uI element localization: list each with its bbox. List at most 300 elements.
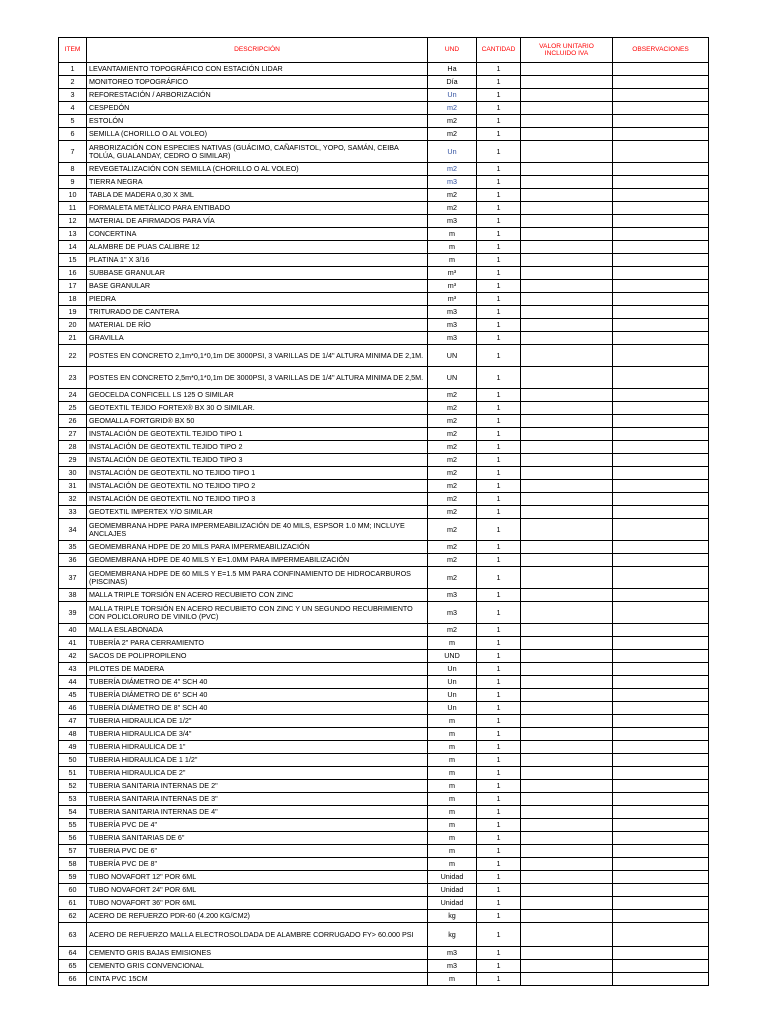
table-row: [59, 960, 709, 973]
unit-cell: Un: [428, 663, 477, 676]
unit-value-cell[interactable]: [521, 637, 613, 650]
unit-cell: m2: [428, 624, 477, 637]
quantity-cell: 1: [477, 845, 521, 858]
item-cell: 49: [59, 741, 87, 754]
observations-cell[interactable]: [613, 163, 709, 176]
observations-cell[interactable]: [613, 415, 709, 428]
table-row: [59, 650, 709, 663]
description-cell: TUBERIA PVC DE 6": [87, 845, 428, 858]
observations-cell[interactable]: [613, 973, 709, 986]
item-cell: 33: [59, 506, 87, 519]
table-row: [59, 871, 709, 884]
observations-cell[interactable]: [613, 589, 709, 602]
unit-value-cell[interactable]: [521, 141, 613, 163]
observations-cell[interactable]: [613, 76, 709, 89]
unit-value-cell[interactable]: [521, 63, 613, 76]
item-cell: 18: [59, 293, 87, 306]
unit-cell: m: [428, 973, 477, 986]
unit-value-cell[interactable]: [521, 806, 613, 819]
unit-value-cell[interactable]: [521, 650, 613, 663]
unit-cell: m: [428, 806, 477, 819]
unit-value-cell[interactable]: [521, 689, 613, 702]
description-cell: TUBERÍA PVC DE 4": [87, 819, 428, 832]
unit-value-cell[interactable]: [521, 541, 613, 554]
observations-cell[interactable]: [613, 819, 709, 832]
unit-value-cell[interactable]: [521, 519, 613, 541]
table-row: [59, 467, 709, 480]
observations-cell[interactable]: [613, 306, 709, 319]
observations-cell[interactable]: [613, 871, 709, 884]
observations-cell[interactable]: [613, 663, 709, 676]
quantity-cell: 1: [477, 871, 521, 884]
item-cell: 46: [59, 702, 87, 715]
unit-value-cell[interactable]: [521, 389, 613, 402]
unit-value-cell[interactable]: [521, 715, 613, 728]
unit-value-cell[interactable]: [521, 663, 613, 676]
quantity-cell: 1: [477, 728, 521, 741]
observations-cell[interactable]: [613, 624, 709, 637]
unit-value-cell[interactable]: [521, 102, 613, 115]
unit-value-cell[interactable]: [521, 602, 613, 624]
unit-value-cell[interactable]: [521, 858, 613, 871]
observations-cell[interactable]: [613, 241, 709, 254]
description-cell: CESPEDÓN: [87, 102, 428, 115]
unit-value-cell[interactable]: [521, 897, 613, 910]
unit-value-cell[interactable]: [521, 176, 613, 189]
item-cell: 26: [59, 415, 87, 428]
observations-cell[interactable]: [613, 602, 709, 624]
table-row: [59, 163, 709, 176]
unit-cell: m2: [428, 115, 477, 128]
observations-cell[interactable]: [613, 676, 709, 689]
table-row: [59, 454, 709, 467]
unit-value-cell[interactable]: [521, 741, 613, 754]
item-cell: 5: [59, 115, 87, 128]
quantity-cell: 1: [477, 241, 521, 254]
description-cell: GEOCELDA CONFICELL LS 125 O SIMILAR: [87, 389, 428, 402]
observations-cell[interactable]: [613, 541, 709, 554]
observations-cell[interactable]: [613, 845, 709, 858]
item-cell: 13: [59, 228, 87, 241]
unit-value-cell[interactable]: [521, 367, 613, 389]
item-cell: 51: [59, 767, 87, 780]
unit-value-cell[interactable]: [521, 960, 613, 973]
observations-cell[interactable]: [613, 228, 709, 241]
unit-value-cell[interactable]: [521, 76, 613, 89]
item-cell: 21: [59, 332, 87, 345]
header-item: ITEM: [59, 38, 87, 63]
description-cell: GEOMALLA FORTGRID® BX 50: [87, 415, 428, 428]
table-row: [59, 793, 709, 806]
unit-value-cell[interactable]: [521, 128, 613, 141]
unit-value-cell[interactable]: [521, 280, 613, 293]
description-cell: MATERIAL DE AFIRMADOS PARA VÍA: [87, 215, 428, 228]
item-cell: 58: [59, 858, 87, 871]
table-row: [59, 715, 709, 728]
item-cell: 41: [59, 637, 87, 650]
description-cell: SUBBASE GRANULAR: [87, 267, 428, 280]
unit-cell: m2: [428, 389, 477, 402]
observations-cell[interactable]: [613, 89, 709, 102]
unit-value-cell[interactable]: [521, 254, 613, 267]
observations-cell[interactable]: [613, 267, 709, 280]
observations-cell[interactable]: [613, 141, 709, 163]
observations-cell[interactable]: [613, 280, 709, 293]
observations-cell[interactable]: [613, 441, 709, 454]
observations-cell[interactable]: [613, 63, 709, 76]
description-cell: GEOTEXTIL IMPERTEX Y/O SIMILAR: [87, 506, 428, 519]
unit-cell: UND: [428, 650, 477, 663]
item-cell: 36: [59, 554, 87, 567]
table-row: [59, 441, 709, 454]
unit-value-cell[interactable]: [521, 923, 613, 947]
unit-value-cell[interactable]: [521, 293, 613, 306]
unit-value-cell[interactable]: [521, 241, 613, 254]
item-cell: 4: [59, 102, 87, 115]
table-row: [59, 415, 709, 428]
unit-value-cell[interactable]: [521, 832, 613, 845]
unit-value-cell[interactable]: [521, 89, 613, 102]
quantity-cell: 1: [477, 415, 521, 428]
observations-cell[interactable]: [613, 293, 709, 306]
unit-value-cell[interactable]: [521, 306, 613, 319]
quantity-cell: 1: [477, 819, 521, 832]
item-cell: 20: [59, 319, 87, 332]
description-cell: CINTA PVC 15CM: [87, 973, 428, 986]
unit-value-cell[interactable]: [521, 871, 613, 884]
item-cell: 16: [59, 267, 87, 280]
unit-value-cell[interactable]: [521, 267, 613, 280]
unit-value-cell[interactable]: [521, 202, 613, 215]
unit-cell: m3: [428, 602, 477, 624]
quantity-cell: 1: [477, 793, 521, 806]
description-cell: ARBORIZACIÓN CON ESPECIES NATIVAS (GUÁCIMO, CAÑAFISTOL, YOPO, SAMÁN, CEIBA TOLÚA, GUALANDAY, CEDRO O SIMILAR): [87, 141, 428, 163]
unit-cell: Ha: [428, 63, 477, 76]
header-row: [59, 38, 709, 63]
unit-value-cell[interactable]: [521, 947, 613, 960]
observations-cell[interactable]: [613, 367, 709, 389]
description-cell: INSTALACIÓN DE GEOTEXTIL TEJIDO TIPO 1: [87, 428, 428, 441]
quantity-cell: 1: [477, 567, 521, 589]
observations-cell[interactable]: [613, 637, 709, 650]
unit-value-cell[interactable]: [521, 215, 613, 228]
quantity-cell: 1: [477, 767, 521, 780]
item-cell: 35: [59, 541, 87, 554]
quantity-cell: 1: [477, 493, 521, 506]
observations-cell[interactable]: [613, 332, 709, 345]
observations-cell[interactable]: [613, 793, 709, 806]
observations-cell[interactable]: [613, 767, 709, 780]
unit-cell: Unidad: [428, 871, 477, 884]
table-row: [59, 202, 709, 215]
description-cell: TIERRA NEGRA: [87, 176, 428, 189]
observations-cell[interactable]: [613, 741, 709, 754]
table-row: [59, 541, 709, 554]
observations-cell[interactable]: [613, 858, 709, 871]
observations-cell[interactable]: [613, 176, 709, 189]
unit-value-cell[interactable]: [521, 454, 613, 467]
unit-value-cell[interactable]: [521, 428, 613, 441]
observations-cell[interactable]: [613, 960, 709, 973]
unit-value-cell[interactable]: [521, 728, 613, 741]
quantity-cell: 1: [477, 102, 521, 115]
observations-cell[interactable]: [613, 115, 709, 128]
quantity-cell: 1: [477, 76, 521, 89]
unit-value-cell[interactable]: [521, 884, 613, 897]
unit-cell: m2: [428, 441, 477, 454]
unit-value-cell[interactable]: [521, 228, 613, 241]
observations-cell[interactable]: [613, 947, 709, 960]
table-row: [59, 567, 709, 589]
observations-cell[interactable]: [613, 467, 709, 480]
observations-cell[interactable]: [613, 728, 709, 741]
unit-value-cell[interactable]: [521, 506, 613, 519]
description-cell: TUBO NOVAFORT 12" POR 6ML: [87, 871, 428, 884]
item-cell: 3: [59, 89, 87, 102]
observations-cell[interactable]: [613, 832, 709, 845]
observations-cell[interactable]: [613, 650, 709, 663]
table-row: [59, 624, 709, 637]
quantity-cell: 1: [477, 306, 521, 319]
unit-value-cell[interactable]: [521, 702, 613, 715]
observations-cell[interactable]: [613, 806, 709, 819]
table-row: [59, 389, 709, 402]
unit-value-cell[interactable]: [521, 163, 613, 176]
item-cell: 24: [59, 389, 87, 402]
description-cell: INSTALACIÓN DE GEOTEXTIL NO TEJIDO TIPO 3: [87, 493, 428, 506]
description-cell: TUBERIA HIDRAULICA DE 1/2": [87, 715, 428, 728]
item-cell: 63: [59, 923, 87, 947]
observations-cell[interactable]: [613, 506, 709, 519]
unit-cell: m2: [428, 189, 477, 202]
description-cell: MONITOREO TOPOGRÁFICO: [87, 76, 428, 89]
quantity-cell: 1: [477, 176, 521, 189]
unit-value-cell[interactable]: [521, 554, 613, 567]
item-cell: 28: [59, 441, 87, 454]
observations-cell[interactable]: [613, 345, 709, 367]
observations-cell[interactable]: [613, 215, 709, 228]
table-row: [59, 702, 709, 715]
quantity-cell: 1: [477, 367, 521, 389]
quantity-cell: 1: [477, 715, 521, 728]
unit-cell: UN: [428, 345, 477, 367]
quantity-cell: 1: [477, 780, 521, 793]
description-cell: TUBERIA HIDRAULICA DE 2": [87, 767, 428, 780]
unit-value-cell[interactable]: [521, 189, 613, 202]
observations-cell[interactable]: [613, 567, 709, 589]
description-cell: TUBO NOVAFORT 36" POR 6ML: [87, 897, 428, 910]
observations-cell[interactable]: [613, 897, 709, 910]
unit-value-cell[interactable]: [521, 767, 613, 780]
header-observaciones: OBSERVACIONES: [613, 38, 709, 63]
table-row: [59, 519, 709, 541]
description-cell: REVEGETALIZACIÓN CON SEMILLA (CHORILLO O AL VOLEO): [87, 163, 428, 176]
unit-value-cell[interactable]: [521, 493, 613, 506]
table-row: [59, 128, 709, 141]
unit-cell: m2: [428, 554, 477, 567]
unit-cell: m3: [428, 319, 477, 332]
quantity-cell: 1: [477, 467, 521, 480]
unit-cell: Un: [428, 702, 477, 715]
quantity-cell: 1: [477, 389, 521, 402]
unit-value-cell[interactable]: [521, 793, 613, 806]
table-row: [59, 345, 709, 367]
description-cell: TUBERÍA PVC DE 8": [87, 858, 428, 871]
unit-cell: m: [428, 728, 477, 741]
unit-value-cell[interactable]: [521, 415, 613, 428]
table-row: [59, 306, 709, 319]
observations-cell[interactable]: [613, 189, 709, 202]
item-cell: 50: [59, 754, 87, 767]
item-cell: 43: [59, 663, 87, 676]
description-cell: TUBERIA SANITARIA INTERNAS DE 3": [87, 793, 428, 806]
observations-cell[interactable]: [613, 702, 709, 715]
unit-cell: m2: [428, 467, 477, 480]
observations-cell[interactable]: [613, 884, 709, 897]
description-cell: GEOMEMBRANA HDPE DE 40 MILS Y E=1.0MM PARA IMPERMEABILIZACIÓN: [87, 554, 428, 567]
unit-value-cell[interactable]: [521, 589, 613, 602]
unit-value-cell[interactable]: [521, 819, 613, 832]
observations-cell[interactable]: [613, 202, 709, 215]
unit-value-cell[interactable]: [521, 319, 613, 332]
unit-cell: m3: [428, 215, 477, 228]
unit-cell: m³: [428, 267, 477, 280]
unit-value-cell[interactable]: [521, 567, 613, 589]
unit-cell: m: [428, 228, 477, 241]
table-body: [59, 63, 709, 986]
unit-value-cell[interactable]: [521, 780, 613, 793]
quantity-cell: 1: [477, 202, 521, 215]
observations-cell[interactable]: [613, 754, 709, 767]
observations-cell[interactable]: [613, 402, 709, 415]
item-cell: 66: [59, 973, 87, 986]
description-cell: POSTES EN CONCRETO 2,1m*0,1*0,1m DE 3000PSI, 3 VARILLAS DE 1/4" ALTURA MINIMA DE 2,1M.: [87, 345, 428, 367]
quantity-cell: 1: [477, 589, 521, 602]
description-cell: GEOTEXTIL TEJIDO FORTEX® BX 30 O SIMILAR.: [87, 402, 428, 415]
item-cell: 57: [59, 845, 87, 858]
item-cell: 29: [59, 454, 87, 467]
quantity-cell: 1: [477, 228, 521, 241]
table-row: [59, 228, 709, 241]
observations-cell[interactable]: [613, 102, 709, 115]
item-cell: 6: [59, 128, 87, 141]
unit-value-cell[interactable]: [521, 441, 613, 454]
unit-value-cell[interactable]: [521, 345, 613, 367]
unit-value-cell[interactable]: [521, 402, 613, 415]
quantity-cell: 1: [477, 267, 521, 280]
table-row: [59, 728, 709, 741]
description-cell: TABLA DE MADERA 0,30 X 3ML: [87, 189, 428, 202]
unit-value-cell[interactable]: [521, 973, 613, 986]
table-row: [59, 293, 709, 306]
unit-value-cell[interactable]: [521, 910, 613, 923]
unit-cell: m2: [428, 102, 477, 115]
observations-cell[interactable]: [613, 780, 709, 793]
header-descripcion: DESCRIPCIÓN: [87, 38, 428, 63]
observations-cell[interactable]: [613, 519, 709, 541]
observations-cell[interactable]: [613, 128, 709, 141]
unit-value-cell[interactable]: [521, 845, 613, 858]
unit-cell: Un: [428, 141, 477, 163]
table-row: [59, 102, 709, 115]
quantity-cell: 1: [477, 480, 521, 493]
table-row: [59, 115, 709, 128]
unit-value-cell[interactable]: [521, 467, 613, 480]
quantity-cell: 1: [477, 806, 521, 819]
observations-cell[interactable]: [613, 554, 709, 567]
unit-value-cell[interactable]: [521, 332, 613, 345]
unit-cell: m: [428, 793, 477, 806]
unit-cell: kg: [428, 910, 477, 923]
quantity-cell: 1: [477, 923, 521, 947]
item-cell: 8: [59, 163, 87, 176]
quantity-cell: 1: [477, 293, 521, 306]
unit-value-cell[interactable]: [521, 624, 613, 637]
unit-value-cell[interactable]: [521, 115, 613, 128]
unit-cell: m2: [428, 128, 477, 141]
observations-cell[interactable]: [613, 493, 709, 506]
quantity-cell: 1: [477, 332, 521, 345]
observations-cell[interactable]: [613, 689, 709, 702]
quantity-cell: 1: [477, 254, 521, 267]
item-cell: 1: [59, 63, 87, 76]
quantity-cell: 1: [477, 541, 521, 554]
description-cell: CEMENTO GRIS CONVENCIONAL: [87, 960, 428, 973]
description-cell: GEOMEMBRANA HDPE DE 60 MILS Y E=1.5 MM PARA CONFINAMIENTO DE HIDROCARBUROS (PISCINAS): [87, 567, 428, 589]
observations-cell[interactable]: [613, 923, 709, 947]
observations-cell[interactable]: [613, 910, 709, 923]
observations-cell[interactable]: [613, 389, 709, 402]
unit-value-cell[interactable]: [521, 676, 613, 689]
table-row: [59, 280, 709, 293]
observations-cell[interactable]: [613, 480, 709, 493]
table-row: [59, 663, 709, 676]
observations-cell[interactable]: [613, 454, 709, 467]
unit-cell: m: [428, 715, 477, 728]
quantity-cell: 1: [477, 89, 521, 102]
unit-cell: Unidad: [428, 897, 477, 910]
item-cell: 54: [59, 806, 87, 819]
description-cell: PLATINA 1" X 3/16: [87, 254, 428, 267]
item-cell: 30: [59, 467, 87, 480]
item-cell: 62: [59, 910, 87, 923]
item-cell: 17: [59, 280, 87, 293]
quantity-cell: 1: [477, 741, 521, 754]
unit-cell: m2: [428, 567, 477, 589]
table-row: [59, 767, 709, 780]
item-cell: 7: [59, 141, 87, 163]
observations-cell[interactable]: [613, 319, 709, 332]
description-cell: MALLA TRIPLE TORSIÓN EN ACERO RECUBIETO CON ZINC: [87, 589, 428, 602]
observations-cell[interactable]: [613, 254, 709, 267]
quantity-cell: 1: [477, 897, 521, 910]
table-row: [59, 554, 709, 567]
table-row: [59, 89, 709, 102]
description-cell: SACOS DE POLIPROPILENO: [87, 650, 428, 663]
unit-value-cell[interactable]: [521, 754, 613, 767]
table-row: [59, 589, 709, 602]
unit-value-cell[interactable]: [521, 480, 613, 493]
item-cell: 22: [59, 345, 87, 367]
quantity-cell: 1: [477, 141, 521, 163]
table-row: [59, 923, 709, 947]
observations-cell[interactable]: [613, 715, 709, 728]
description-cell: MALLA TRIPLE TORSIÓN EN ACERO RECUBIETO CON ZINC Y UN SEGUNDO RECUBRIMIENTO CON POLICLORURO DE VINILO (PVC): [87, 602, 428, 624]
unit-cell: m2: [428, 506, 477, 519]
observations-cell[interactable]: [613, 428, 709, 441]
unit-cell: m: [428, 767, 477, 780]
quantity-cell: 1: [477, 215, 521, 228]
